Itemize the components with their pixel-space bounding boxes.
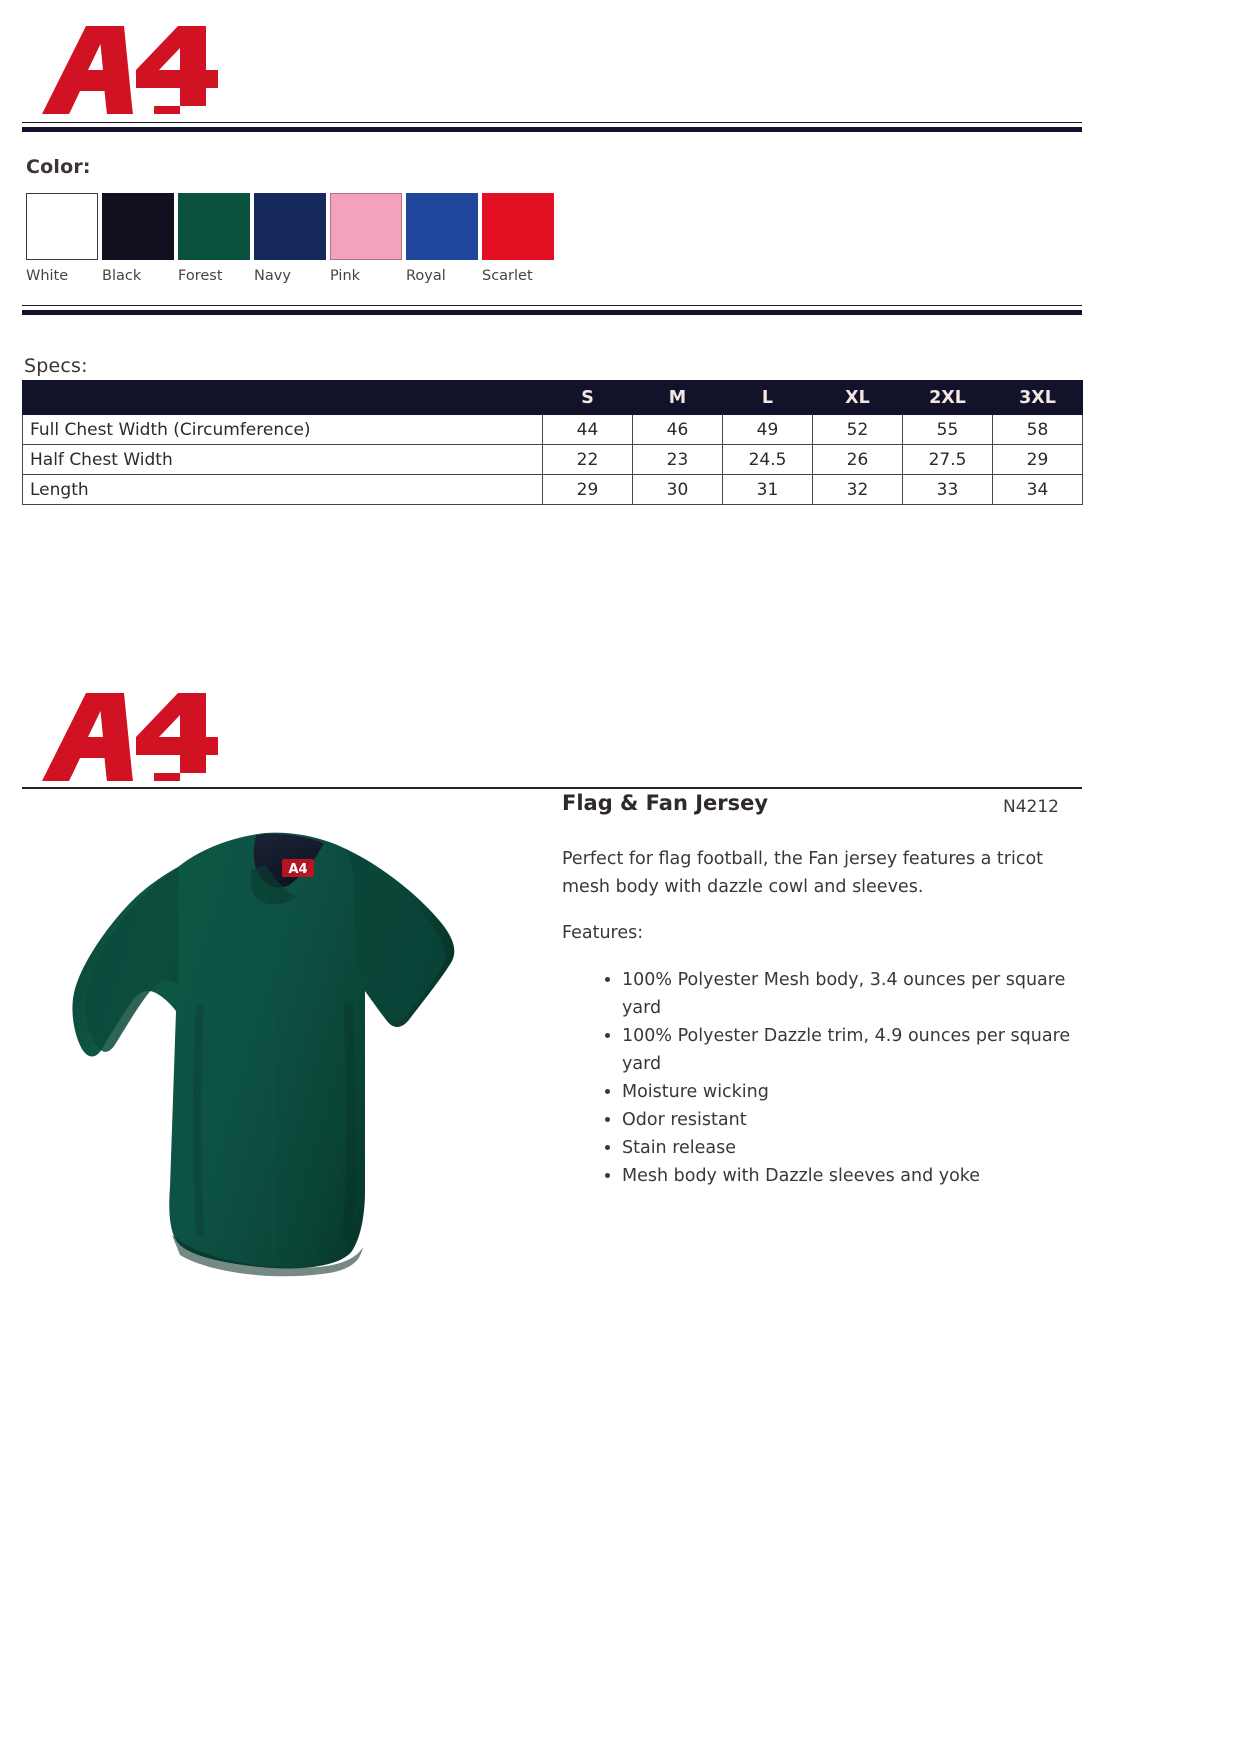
color-section-label: Color: bbox=[26, 156, 91, 178]
jersey-chest-logo bbox=[282, 859, 314, 877]
list-item: • Stain release bbox=[622, 1134, 1102, 1162]
swatch-box-navy[interactable] bbox=[254, 193, 326, 260]
spec-value-length-l: 31 bbox=[723, 475, 813, 505]
divider-thick-line bbox=[22, 127, 1082, 132]
specs-header-3xl: 3XL bbox=[993, 381, 1083, 415]
list-item: • 100% Polyester Dazzle trim, 4.9 ounces per square yard bbox=[622, 1022, 1102, 1078]
color-swatch-forest[interactable] bbox=[178, 193, 254, 284]
spec-row-label-length: Length bbox=[23, 475, 543, 505]
spec-row-label-full-chest-width: Full Chest Width (Circumference) bbox=[23, 415, 543, 445]
spec-value-full-chest-s: 44 bbox=[543, 415, 633, 445]
list-item: • Moisture wicking bbox=[622, 1078, 1102, 1106]
product-header-divider bbox=[22, 787, 1082, 789]
swatch-box-black[interactable] bbox=[102, 193, 174, 260]
specs-header-m: M bbox=[633, 381, 723, 415]
a4-logo-icon bbox=[28, 18, 258, 123]
swatch-box-pink[interactable] bbox=[330, 193, 402, 260]
spec-value-full-chest-xl: 52 bbox=[813, 415, 903, 445]
specs-table-header-row bbox=[23, 381, 1083, 415]
spec-value-length-xl: 32 bbox=[813, 475, 903, 505]
spec-row-label-half-chest-width: Half Chest Width bbox=[23, 445, 543, 475]
table-row bbox=[23, 445, 1083, 475]
color-swatch-navy[interactable] bbox=[254, 193, 330, 284]
page-title: Flag & Fan Jersey bbox=[562, 791, 769, 815]
list-item: • 100% Polyester Mesh body, 3.4 ounces per square yard bbox=[622, 966, 1102, 1022]
specs-divider bbox=[22, 305, 1082, 315]
specs-header-blank bbox=[23, 381, 543, 415]
page-one bbox=[0, 0, 1238, 640]
product-image bbox=[60, 815, 500, 1295]
swatch-label-royal: Royal bbox=[406, 268, 446, 284]
specs-header-l: L bbox=[723, 381, 813, 415]
specs-header-2xl: 2XL bbox=[903, 381, 993, 415]
svg-text:A4: A4 bbox=[288, 862, 308, 877]
color-swatch-royal[interactable] bbox=[406, 193, 482, 284]
jersey-left-sleeve bbox=[86, 867, 178, 1052]
specs-header-xl: XL bbox=[813, 381, 903, 415]
jersey-illustration-icon bbox=[60, 815, 500, 1295]
swatch-label-navy: Navy bbox=[254, 268, 291, 284]
product-sku: N4212 bbox=[1003, 797, 1059, 817]
specs-section-label: Specs: bbox=[24, 355, 88, 377]
spec-value-length-m: 30 bbox=[633, 475, 723, 505]
spec-value-half-chest-s: 22 bbox=[543, 445, 633, 475]
color-swatch-black[interactable] bbox=[102, 193, 178, 284]
spec-value-full-chest-3xl: 58 bbox=[993, 415, 1083, 445]
spec-value-length-s: 29 bbox=[543, 475, 633, 505]
spec-value-full-chest-2xl: 55 bbox=[903, 415, 993, 445]
features-label: Features: bbox=[562, 923, 644, 943]
swatch-label-white: White bbox=[26, 268, 69, 284]
swatch-label-scarlet: Scarlet bbox=[482, 268, 533, 284]
specs-divider-thick-line bbox=[22, 310, 1082, 315]
spec-value-half-chest-2xl: 27.5 bbox=[903, 445, 993, 475]
color-swatch-white[interactable] bbox=[26, 193, 102, 284]
swatch-label-pink: Pink bbox=[330, 268, 361, 284]
swatch-label-black: Black bbox=[102, 268, 142, 284]
spec-value-length-2xl: 33 bbox=[903, 475, 993, 505]
spec-value-half-chest-l: 24.5 bbox=[723, 445, 813, 475]
header-divider-top bbox=[22, 122, 1082, 132]
table-row bbox=[23, 475, 1083, 505]
spec-value-full-chest-l: 49 bbox=[723, 415, 813, 445]
color-swatch-row bbox=[26, 193, 558, 284]
spec-value-half-chest-xl: 26 bbox=[813, 445, 903, 475]
list-item: • Mesh body with Dazzle sleeves and yoke bbox=[622, 1162, 1102, 1190]
table-row bbox=[23, 415, 1083, 445]
color-swatch-pink[interactable] bbox=[330, 193, 406, 284]
spec-value-half-chest-m: 23 bbox=[633, 445, 723, 475]
list-item: • Odor resistant bbox=[622, 1106, 1102, 1134]
swatch-box-royal[interactable] bbox=[406, 193, 478, 260]
swatch-box-scarlet[interactable] bbox=[482, 193, 554, 260]
features-list bbox=[592, 966, 1102, 1190]
swatch-box-forest[interactable] bbox=[178, 193, 250, 260]
color-swatch-scarlet[interactable] bbox=[482, 193, 558, 284]
a4-logo-bottom bbox=[28, 685, 258, 790]
spec-value-length-3xl: 34 bbox=[993, 475, 1083, 505]
spec-value-full-chest-m: 46 bbox=[633, 415, 723, 445]
specs-header-s: S bbox=[543, 381, 633, 415]
swatch-box-white[interactable] bbox=[26, 193, 98, 260]
spec-value-half-chest-3xl: 29 bbox=[993, 445, 1083, 475]
product-description: Perfect for flag football, the Fan jersey features a tricot mesh body with dazzle cowl and sleeves. bbox=[562, 849, 1044, 897]
swatch-label-forest: Forest bbox=[178, 268, 223, 284]
a4-logo-icon bbox=[28, 685, 258, 790]
a4-logo-top bbox=[28, 18, 258, 123]
specs-table bbox=[22, 380, 1083, 505]
